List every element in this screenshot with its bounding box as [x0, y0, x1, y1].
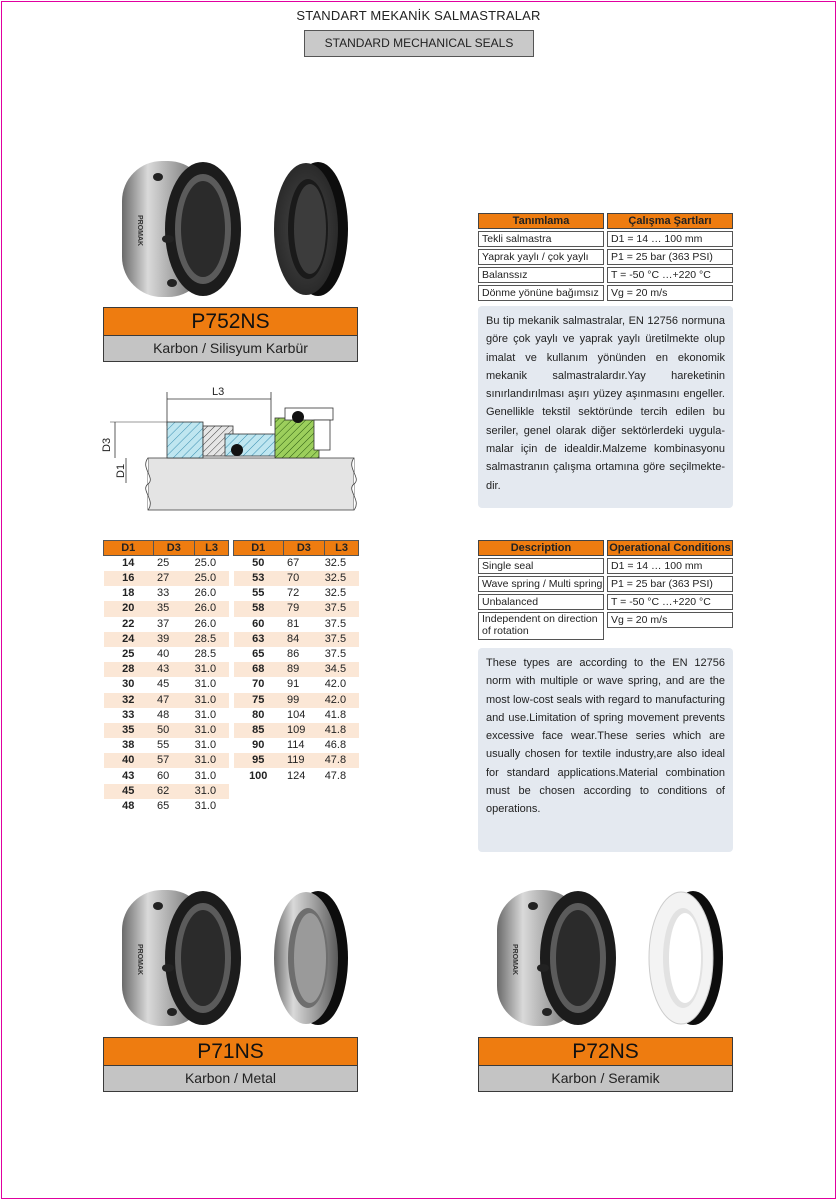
- spec-en-header-left: Description: [478, 540, 604, 556]
- table-row: [104, 708, 229, 723]
- cell-d1: 85: [234, 723, 284, 738]
- table-row: [104, 647, 229, 662]
- cell-d3: 65: [157, 799, 170, 812]
- spec-tr-row-2-left: Yaprak yaylı / çok yaylı: [478, 249, 604, 265]
- spec-tr-row-2-right: P1 = 25 bar (363 PSI): [607, 249, 733, 265]
- cell-d3: 84: [283, 632, 325, 647]
- l3-label: L3: [212, 386, 225, 398]
- cell-d3: 55: [157, 739, 170, 752]
- spec-en-row-4-left: Independent on direction of rotation: [478, 612, 604, 640]
- cell-d3: 70: [283, 571, 325, 586]
- table-row: [234, 677, 359, 692]
- description-en: [478, 648, 733, 852]
- cell-d1: 100: [249, 769, 268, 782]
- col-header-d3: D3: [283, 541, 325, 556]
- d1-label: D1: [115, 463, 127, 478]
- cell-l3: 46.8: [324, 739, 347, 752]
- cell-l3: 26.0: [194, 587, 217, 600]
- cell-d3: 39: [153, 632, 195, 647]
- cell-l3: 32.5: [324, 557, 347, 569]
- table-row: [234, 693, 359, 708]
- p72ns-material-bar: Karbon / Seramik: [478, 1066, 733, 1092]
- technical-drawing: [100, 378, 370, 513]
- cell-d3: 79: [283, 601, 325, 616]
- cell-d3: 33: [157, 587, 170, 600]
- cell-d3: 48: [157, 708, 170, 721]
- cell-d3: 124: [287, 769, 306, 782]
- table-row: [104, 799, 229, 814]
- p71ns-product-image: [118, 884, 358, 1034]
- cell-d3: 27: [153, 571, 195, 586]
- spec-tr-header-right: Çalışma Şartları: [607, 213, 733, 229]
- cell-l3: 37.5: [325, 601, 359, 616]
- cell-d1: 38: [122, 739, 135, 752]
- table-row: [234, 708, 359, 723]
- cell-l3: 25.0: [194, 557, 217, 569]
- cell-l3: 37.5: [325, 632, 359, 647]
- table-row: [234, 647, 359, 662]
- cell-d1: 25: [122, 648, 135, 661]
- cell-d1: 32: [104, 693, 154, 708]
- cell-l3: 37.5: [324, 617, 347, 630]
- cell-d1: 75: [234, 693, 284, 708]
- cell-d3: 60: [157, 769, 170, 782]
- table-row: [234, 571, 359, 586]
- table-row: [234, 586, 359, 601]
- cell-d1: 40: [104, 753, 154, 768]
- cell-d1: 30: [122, 678, 135, 691]
- cell-d1: 70: [252, 678, 265, 691]
- cell-l3: 25.0: [195, 571, 229, 586]
- spec-tr-row-1-left: Tekli salmastra: [478, 231, 604, 247]
- p72ns-name-bar: P72NS: [478, 1037, 733, 1066]
- cell-l3: 26.0: [195, 601, 229, 616]
- dimension-table-left: [103, 540, 229, 814]
- cell-l3: 42.0: [324, 678, 347, 691]
- spec-en-row-1-right: D1 = 14 … 100 mm: [607, 558, 733, 574]
- cell-d1: 90: [252, 739, 265, 752]
- p71ns-material-bar: Karbon / Metal: [103, 1066, 358, 1092]
- cell-l3: 41.8: [325, 723, 359, 738]
- cell-d3: 67: [287, 557, 300, 569]
- cell-d1: 45: [104, 784, 154, 799]
- table-row: [234, 723, 359, 738]
- cell-d3: 47: [153, 693, 195, 708]
- col-header-d3: D3: [153, 541, 195, 556]
- col-header-d1: D1: [234, 541, 284, 556]
- cell-d3: 91: [287, 678, 300, 691]
- cell-d3: 89: [283, 662, 325, 677]
- cell-d3: 104: [287, 708, 306, 721]
- cell-l3: 34.5: [325, 662, 359, 677]
- cell-d1: 14: [122, 557, 135, 569]
- table-row: [234, 601, 359, 616]
- p752ns-product-image: [118, 155, 358, 305]
- spec-tr-row-4-left: Dönme yönüne bağımsız: [478, 285, 604, 301]
- table-row: [104, 601, 229, 616]
- spec-tr-row-4-right: Vg = 20 m/s: [607, 285, 733, 301]
- p752ns-name-bar: P752NS: [103, 307, 358, 336]
- cell-d1: 55: [252, 587, 265, 600]
- table-row: [104, 753, 229, 768]
- spec-en-row-2-right: P1 = 25 bar (363 PSI): [607, 576, 733, 592]
- table-row: [234, 632, 359, 647]
- dimension-table-right: [233, 540, 359, 784]
- cell-d1: 28: [104, 662, 154, 677]
- cell-d3: 37: [157, 617, 170, 630]
- cell-l3: 47.8: [325, 753, 359, 768]
- p752ns-logo-text: PROMAK: [136, 215, 143, 247]
- page-title-en: STANDARD MECHANICAL SEALS: [304, 30, 534, 57]
- cell-d3: 43: [153, 662, 195, 677]
- table-row: [104, 784, 229, 799]
- table-row: [234, 617, 359, 632]
- table-row: [104, 693, 229, 708]
- cell-l3: 41.8: [324, 708, 347, 721]
- cell-l3: 32.5: [325, 571, 359, 586]
- table-row: [234, 768, 359, 783]
- table-row: [104, 768, 229, 783]
- d3-label: D3: [101, 437, 113, 452]
- cell-l3: 28.5: [195, 632, 229, 647]
- table-row: [104, 723, 229, 738]
- cell-d3: 119: [283, 753, 325, 768]
- spec-en-row-3-left: Unbalanced: [478, 594, 604, 610]
- cell-d1: 80: [252, 708, 265, 721]
- cell-d3: 57: [153, 753, 195, 768]
- p72ns-product-image: [493, 884, 733, 1034]
- description-tr-text: Bu tip mekanik salmastralar, EN 12756 normuna göre çok yaylı ve yaprak yaylı üretilmekte olup imalat ve kullanım yönünden en ekonomik mekanik salmastralardır.Yay hareketinin sınırlandırılması aşırı yüzey aşınmasını engeller. Genellikle tekstil sektöründe tercih edilen bu seriler, genel olarak diğer sektörlerdeki uygula-malar için de idealdir.Malzeme kombinasyonu salmastranın çalışma ortamına göre seçilmekte-dir.: [486, 315, 725, 492]
- table-row: [234, 738, 359, 753]
- cell-l3: 47.8: [324, 769, 347, 782]
- p71ns-name-bar: P71NS: [103, 1037, 358, 1066]
- spec-en-header-right: Operational Conditions: [607, 540, 733, 556]
- spec-en-row-3-right: T = -50 °C …+220 °C: [607, 594, 733, 610]
- cell-d1: 16: [104, 571, 154, 586]
- cell-d3: 35: [153, 601, 195, 616]
- cell-d1: 35: [104, 723, 154, 738]
- cell-l3: 31.0: [194, 678, 217, 691]
- p71ns-logo-text: PROMAK: [136, 944, 143, 976]
- cell-d1: 18: [122, 587, 135, 600]
- cell-d3: 25: [157, 557, 170, 569]
- cell-l3: 31.0: [195, 784, 229, 799]
- cell-d1: 48: [122, 799, 135, 812]
- cell-d1: 50: [252, 557, 265, 569]
- cell-d1: 24: [104, 632, 154, 647]
- cell-d3: 99: [283, 693, 325, 708]
- spec-tr-row-3-right: T = -50 °C …+220 °C: [607, 267, 733, 283]
- page-title-tr: STANDART MEKANİK SALMASTRALAR: [296, 8, 541, 23]
- table-row: [234, 556, 359, 572]
- cell-d1: 63: [234, 632, 284, 647]
- col-header-d1: D1: [104, 541, 154, 556]
- cell-d1: 22: [122, 617, 135, 630]
- col-header-l3: L3: [325, 541, 359, 556]
- spec-tr-header-left: Tanımlama: [478, 213, 604, 229]
- cell-l3: 31.0: [194, 799, 217, 812]
- table-row: [104, 632, 229, 647]
- table-row: [104, 586, 229, 601]
- cell-d3: 45: [157, 678, 170, 691]
- spec-en-row-4-right: Vg = 20 m/s: [607, 612, 733, 628]
- cell-d1: 53: [234, 571, 284, 586]
- table-row: [104, 738, 229, 753]
- p72ns-logo-text: PROMAK: [511, 944, 518, 976]
- cell-d3: 40: [157, 648, 170, 661]
- cell-d1: 33: [122, 708, 135, 721]
- cell-l3: 31.0: [195, 723, 229, 738]
- cell-l3: 31.0: [195, 693, 229, 708]
- spec-tr-row-3-left: Balanssız: [478, 267, 604, 283]
- table-row: [104, 662, 229, 677]
- cell-l3: 37.5: [324, 648, 347, 661]
- description-en-text: These types are according to the EN 12756 norm with multiple or wave spring, and are the most low-cost seals with regard to manufacturing and use.Limitation of spring movement prevents excessive face wear.These series which are usually chosen for textile industry,are also ideal for standard applications.Material combination must be chosen according to conditions of operations.: [486, 657, 725, 816]
- cell-d1: 68: [234, 662, 284, 677]
- cell-d1: 95: [234, 753, 284, 768]
- cell-d3: 81: [287, 617, 300, 630]
- cell-d3: 109: [283, 723, 325, 738]
- col-header-l3: L3: [195, 541, 229, 556]
- cell-d3: 114: [287, 739, 305, 752]
- spec-en-row-1-left: Single seal: [478, 558, 604, 574]
- table-row: [104, 677, 229, 692]
- table-row: [234, 753, 359, 768]
- cell-d3: 72: [287, 587, 300, 600]
- cell-l3: 31.0: [195, 662, 229, 677]
- cell-l3: 31.0: [194, 739, 217, 752]
- p752ns-material-bar: Karbon / Silisyum Karbür: [103, 336, 358, 362]
- table-row: [104, 556, 229, 572]
- cell-l3: 31.0: [195, 753, 229, 768]
- cell-l3: 31.0: [194, 708, 217, 721]
- cell-l3: 26.0: [194, 617, 217, 630]
- spec-tr-row-1-right: D1 = 14 … 100 mm: [607, 231, 733, 247]
- table-row: [104, 617, 229, 632]
- shaft: [148, 458, 354, 510]
- cell-l3: 32.5: [324, 587, 347, 600]
- cell-d1: 58: [234, 601, 284, 616]
- cell-d1: 65: [252, 648, 265, 661]
- description-tr: [478, 306, 733, 508]
- cell-d1: 60: [252, 617, 265, 630]
- table-row: [104, 571, 229, 586]
- spec-en-row-2-left: Wave spring / Multi spring: [478, 576, 604, 592]
- cell-l3: 42.0: [325, 693, 359, 708]
- cell-l3: 28.5: [194, 648, 217, 661]
- cell-d1: 43: [122, 769, 135, 782]
- cell-d3: 50: [153, 723, 195, 738]
- cell-l3: 31.0: [194, 769, 217, 782]
- cell-d3: 62: [153, 784, 195, 799]
- cell-d1: 20: [104, 601, 154, 616]
- table-row: [234, 662, 359, 677]
- cell-d3: 86: [287, 648, 300, 661]
